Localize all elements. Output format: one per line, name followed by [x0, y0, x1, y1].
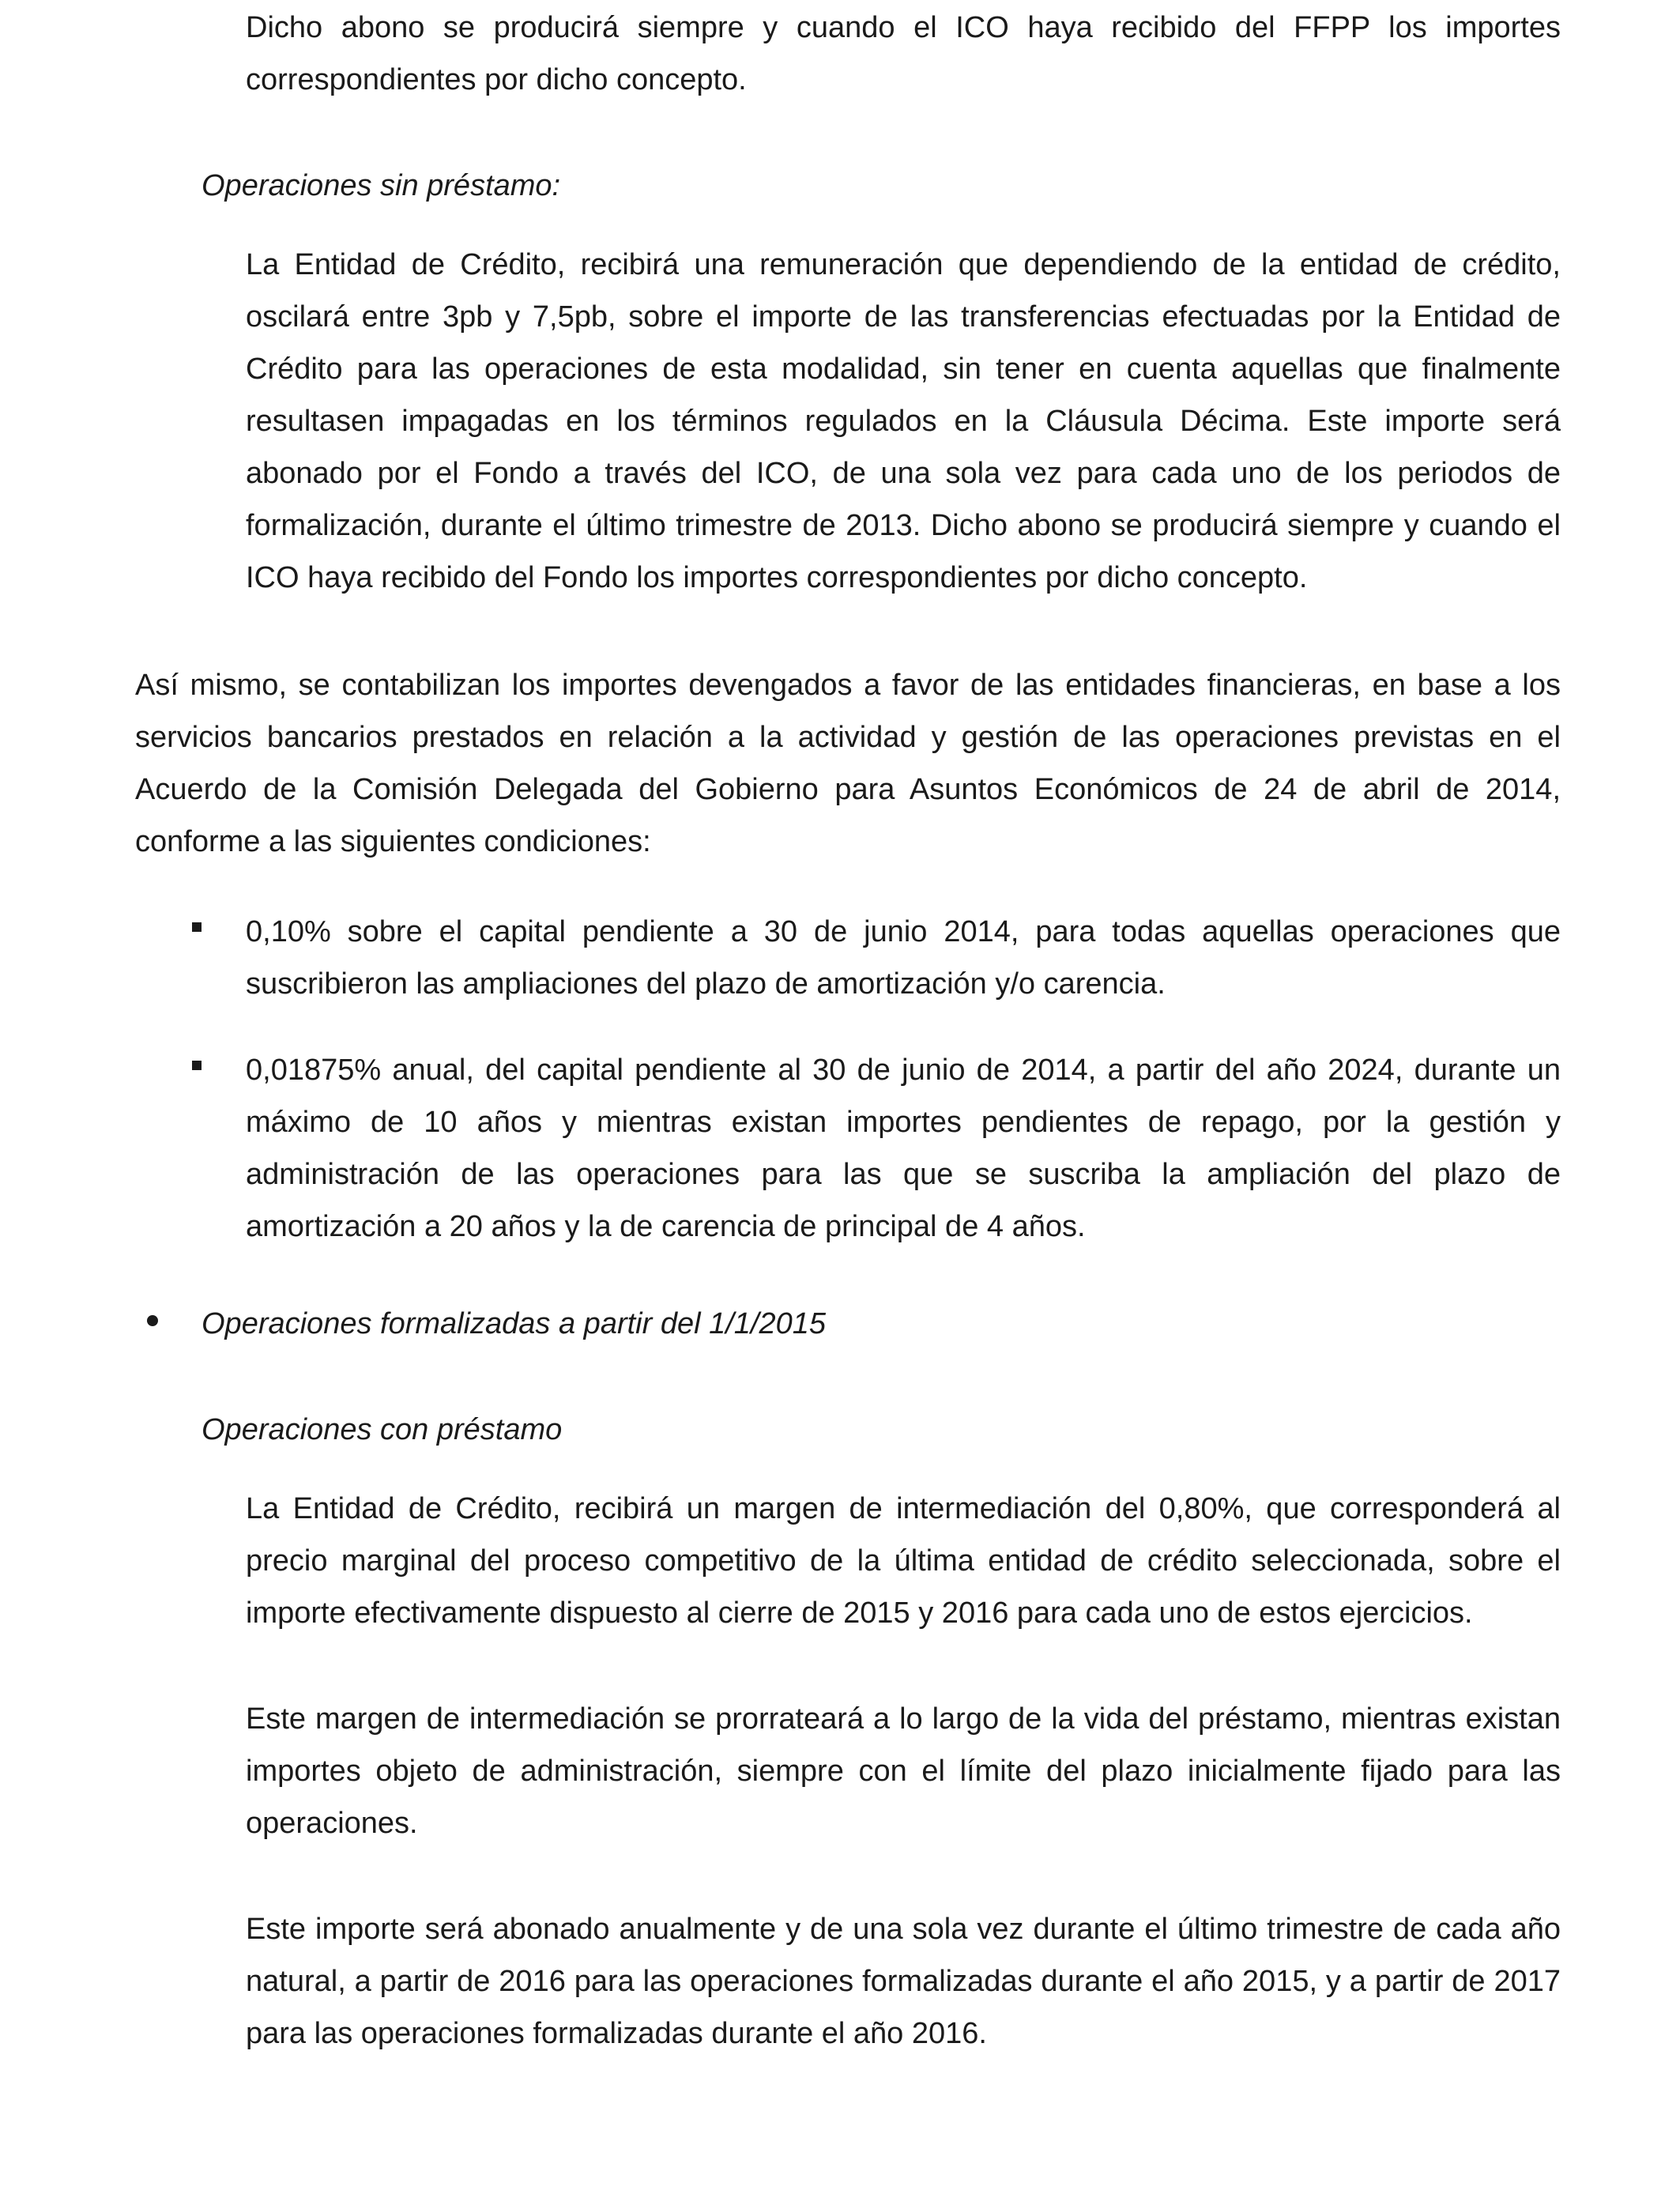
square-bullet-icon: [192, 922, 202, 932]
paragraph-remuneracion-sin-prestamo: La Entidad de Crédito, recibirá una remuneración que dependiendo de la entidad de crédito, oscilará entre 3pb y 7,5pb, sobre el importe de las transferencias efectuadas por la Entidad de Crédito para las operaciones de esta modalidad, sin tener en cuenta aquellas que finalmente resultasen impagadas en los términos regulados en la Cláusula Décima. Este importe será abonado por el Fondo a través del ICO, de una sola vez para cada uno de los periodos de formalización, durante el último trimestre de 2013. Dicho abono se producirá siempre y cuando el ICO haya recibido del Fondo los importes correspondientes por dicho concepto.: [246, 248, 1561, 594]
paragraph-abono-ffpp: Dicho abono se producirá siempre y cuando el ICO haya recibido del FFPP los importes correspondientes por dicho concepto.: [246, 11, 1561, 96]
paragraph-prorrateo: Este margen de intermediación se prorrateará a lo largo de la vida del préstamo, mientras existan importes objeto de administración, siempre con el límite del plazo inicialmente fijado para las operaciones.: [246, 1702, 1561, 1840]
paragraph-asi-mismo: Así mismo, se contabilizan los importes devengados a favor de las entidades financieras, en base a los servicios bancarios prestados en relación a la actividad y gestión de las operaciones previstas en el Acuerdo de la Comisión Delegada del Gobierno para Asuntos Económicos de 24 de abril de 2014, conforme a las siguientes condiciones:: [135, 669, 1561, 858]
heading-operaciones-con-prestamo: Operaciones con préstamo: [202, 1413, 563, 1446]
heading-operaciones-2015: Operaciones formalizadas a partir del 1/1/2015: [202, 1307, 827, 1340]
square-bullet-icon: [192, 1061, 202, 1070]
list-item-condicion-1: 0,10% sobre el capital pendiente a 30 de junio 2014, para todas aquellas operaciones que suscribieron las ampliaciones del plazo de amortización y/o carencia.: [246, 915, 1561, 1001]
paragraph-abono-anual: Este importe será abonado anualmente y de una sola vez durante el último trimestre de cada año natural, a partir de 2016 para las operaciones formalizadas durante el año 2015, y a partir de 2017 para las operaciones formalizadas durante el año 2016.: [246, 1913, 1561, 2050]
list-item-condicion-2: 0,01875% anual, del capital pendiente al 30 de junio de 2014, a partir del año 2024, durante un máximo de 10 años y mientras existan importes pendientes de repago, por la gestión y administración de las operaciones para las que se suscriba la ampliación del plazo de amortización a 20 años y la de carencia de principal de 4 años.: [246, 1054, 1561, 1243]
round-bullet-icon: [147, 1315, 158, 1326]
heading-operaciones-sin-prestamo: Operaciones sin préstamo:: [202, 169, 561, 202]
paragraph-margen-intermediacion: La Entidad de Crédito, recibirá un margen de intermediación del 0,80%, que corresponderá al precio marginal del proceso competitivo de la última entidad de crédito seleccionada, sobre el importe efectivamente dispuesto al cierre de 2015 y 2016 para cada uno de estos ejercicios.: [246, 1492, 1561, 1630]
